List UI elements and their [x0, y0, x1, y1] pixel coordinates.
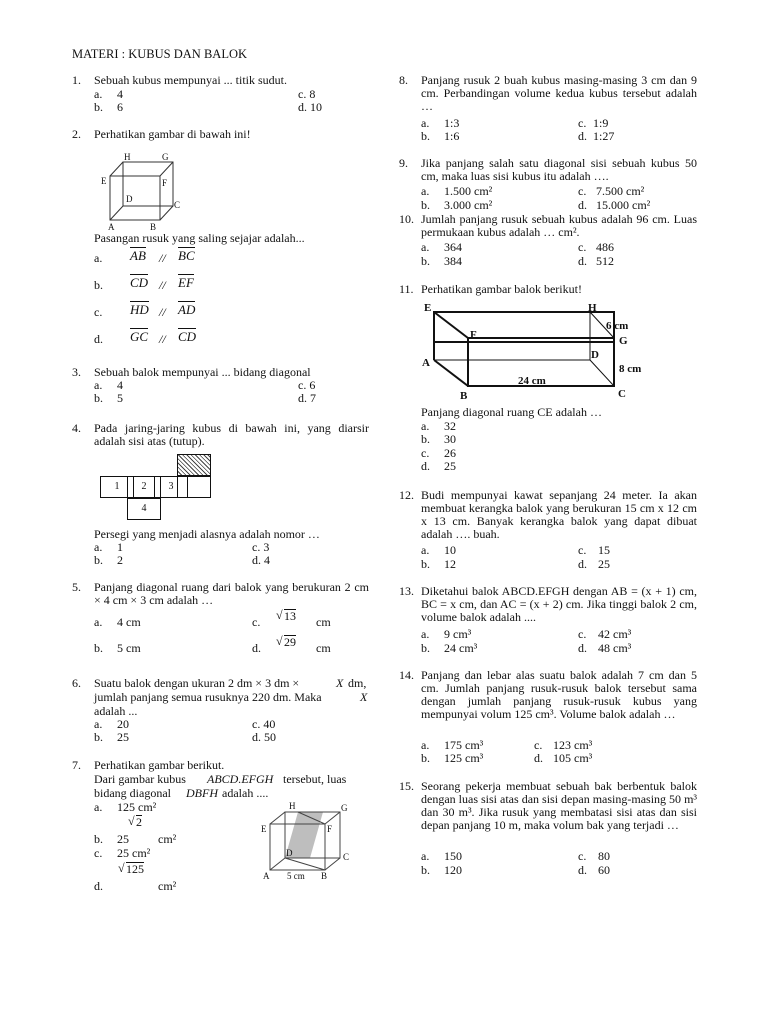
option-label: c.	[421, 446, 430, 460]
q-number: 5.	[72, 580, 81, 594]
option-label: d.	[94, 332, 103, 346]
unit: dm,	[348, 676, 367, 690]
option-b: 12	[444, 557, 456, 571]
option-d: d. 7	[298, 391, 316, 405]
plane-name: DBFH	[186, 786, 218, 800]
q-number: 8.	[399, 73, 408, 87]
option-d: 48 cm³	[598, 641, 632, 655]
length-label: 24 cm	[518, 375, 546, 387]
parallel-sign: //	[159, 305, 166, 319]
label-e: E	[424, 302, 432, 314]
option-c-unit: cm	[316, 615, 331, 629]
label-c: C	[343, 852, 350, 862]
height-label: 8 cm	[619, 363, 642, 375]
segment-2: BC	[178, 248, 195, 263]
option-c: 42 cm³	[598, 627, 632, 641]
q-text-line3: bidang diagonal	[94, 786, 171, 800]
q-text: Sebuah kubus mempunyai ... titik sudut.	[94, 73, 287, 87]
q-prompt: Pasangan rusuk yang saling sejajar adalah...	[94, 231, 305, 245]
q-text: Jika panjang salah satu diagonal sisi sebuah kubus 50 cm, maka luas sisi kubus itu adalah ….	[421, 156, 697, 183]
option-a: 1.500 cm²	[444, 184, 493, 198]
net-square-top	[177, 454, 211, 476]
option-d: d. 50	[252, 730, 276, 744]
option-label: b.	[421, 432, 430, 446]
cuboid-figure	[420, 300, 650, 402]
option-c: 486	[596, 240, 614, 254]
option-label: c.	[578, 627, 587, 641]
option-b: 384	[444, 254, 462, 268]
q-number: 6.	[72, 676, 81, 690]
q-number: 14.	[399, 668, 414, 682]
option-label: b.	[421, 641, 430, 655]
segment-1: AB	[130, 248, 146, 263]
option-d-value: 29	[284, 635, 296, 649]
option-c: 1:9	[593, 116, 609, 130]
sqrt-sign: √	[276, 634, 283, 648]
option-label: d.	[252, 641, 261, 655]
label-h: H	[588, 302, 597, 314]
option-c: c. 3	[252, 540, 270, 554]
option-label: b.	[421, 254, 430, 268]
parallel-sign: //	[159, 278, 166, 292]
option-label: a.	[421, 184, 430, 198]
q-text-line1: Suatu balok dengan ukuran 2 dm × 3 dm ×	[94, 676, 300, 690]
q-text: Panjang diagonal ruang dari balok yang berukuran 2 cm × 4 cm × 3 cm adalah …	[94, 580, 369, 607]
q-text-line2: Dari gambar kubus	[94, 772, 186, 786]
option-a: 175 cm³	[444, 738, 484, 752]
net-square-4: 4	[127, 498, 161, 520]
option-label: a.	[421, 738, 430, 752]
q-number: 7.	[72, 758, 81, 772]
net-square-2: 2	[127, 476, 161, 498]
net-square-3: 3	[154, 476, 188, 498]
option-b: 5	[117, 391, 123, 405]
cube-diagonal-figure	[255, 800, 360, 882]
option-a: 364	[444, 240, 462, 254]
option-c: c. 6	[298, 378, 316, 392]
option-label: c.	[578, 116, 587, 130]
option-b: 1:6	[444, 129, 460, 143]
q-text: Jumlah panjang rusuk sebuah kubus adalah 96 cm. Luas permukaan kubus adalah … cm².	[421, 212, 697, 239]
option-label: c.	[534, 738, 543, 752]
option-a: 4	[117, 378, 123, 392]
option-d: 512	[596, 254, 614, 268]
q-number: 12.	[399, 488, 414, 502]
option-b: 6	[117, 100, 123, 114]
option-c: c. 8	[298, 87, 316, 101]
q-prompt: Panjang diagonal ruang CE adalah …	[421, 405, 602, 419]
option-label: c.	[578, 240, 587, 254]
option-label: d.	[421, 459, 430, 473]
segment-1: GC	[130, 329, 149, 344]
option-d: 25	[444, 459, 456, 473]
q-text: Perhatikan gambar berikut.	[94, 758, 225, 772]
option-b: 5 cm	[117, 641, 141, 655]
label-f: F	[327, 824, 333, 834]
label-e: E	[101, 176, 107, 186]
net-square-5	[177, 476, 211, 498]
variable-x: X	[336, 676, 344, 690]
q-text: Perhatikan gambar balok berikut!	[421, 282, 582, 296]
option-b: 30	[444, 432, 456, 446]
option-c-root: 125	[126, 862, 144, 876]
option-label: b.	[94, 278, 103, 292]
option-label: a.	[94, 378, 103, 392]
option-a: 32	[444, 419, 456, 433]
segment-2: AD	[178, 302, 196, 317]
label-d: D	[126, 194, 133, 204]
q-text-line3: adalah ...	[94, 704, 138, 718]
option-c: 123 cm³	[553, 738, 593, 752]
label-a: A	[263, 871, 270, 881]
label-b: B	[150, 222, 157, 232]
label-g: G	[162, 152, 169, 162]
label-c: C	[618, 388, 626, 400]
cube-name: ABCD.EFGH	[207, 772, 274, 786]
option-label: c.	[578, 849, 587, 863]
option-label: b.	[421, 129, 430, 143]
option-b: 24 cm³	[444, 641, 478, 655]
option-label: b.	[94, 832, 103, 846]
option-label: c.	[252, 615, 261, 629]
option-label: d.	[578, 863, 587, 877]
option-label: d.	[578, 641, 587, 655]
label-b: B	[460, 390, 468, 402]
label-a: A	[422, 357, 430, 369]
cube-front-face	[110, 176, 160, 220]
q-number: 10.	[399, 212, 414, 226]
option-a: 4 cm	[117, 615, 141, 629]
label-d: D	[286, 848, 293, 858]
q-text: Seorang pekerja membuat sebuah bak berbentuk balok dengan luas sisi atas dan sisi depan masing-masing 50 m³ dan 30 m³. Jika rusuk yang membatasi sisi atas dan sisi depan panjang 10 m, maka volum bak yang terjadi …	[421, 779, 697, 832]
net-square-1: 1	[100, 476, 134, 498]
option-label: b.	[94, 391, 103, 405]
option-label: a.	[94, 251, 103, 265]
q-text-line3b: adalah ....	[222, 786, 269, 800]
option-label: d.	[578, 198, 587, 212]
q-text: Pada jaring-jaring kubus di bawah ini, yang diarsir adalah sisi atas (tutup).	[94, 421, 369, 448]
segment-1: CD	[130, 275, 149, 290]
option-label: a.	[94, 615, 103, 629]
q-number: 15.	[399, 779, 414, 793]
page-title: MATERI : KUBUS DAN BALOK	[72, 47, 248, 61]
sqrt-sign: √	[128, 814, 135, 828]
option-label: b.	[421, 557, 430, 571]
q-text: Diketahui balok ABCD.EFGH dengan AB = (x + 1) cm, BC = x cm, dan AC = (x + 2) cm. Jika tinggi balok 2 cm, volume balok adalah ....	[421, 584, 697, 624]
edge-length: 5 cm	[287, 871, 305, 881]
option-label: b.	[421, 751, 430, 765]
q-number: 3.	[72, 365, 81, 379]
option-d: d. 10	[298, 100, 322, 114]
parallel-sign: //	[159, 251, 166, 265]
option-b: 3.000 cm²	[444, 198, 493, 212]
q-text: Sebuah balok mempunyai ... bidang diagonal	[94, 365, 311, 379]
option-label: a.	[421, 849, 430, 863]
label-e: E	[261, 824, 267, 834]
option-d: 25	[598, 557, 610, 571]
option-a: 9 cm³	[444, 627, 472, 641]
option-a: 10	[444, 543, 456, 557]
option-label: a.	[94, 717, 103, 731]
option-label: c.	[94, 846, 103, 860]
option-a: 4	[117, 87, 123, 101]
label-h: H	[289, 801, 296, 811]
cube-figure	[98, 150, 186, 232]
option-d: 15.000 cm²	[596, 198, 651, 212]
label-h: H	[124, 152, 131, 162]
option-label: b.	[421, 198, 430, 212]
q-number: 9.	[399, 156, 408, 170]
variable-x: X	[360, 690, 368, 704]
option-c: c. 40	[252, 717, 276, 731]
q-number: 2.	[72, 127, 81, 141]
label-g: G	[341, 803, 348, 813]
label-b: B	[321, 871, 328, 881]
q-number: 1.	[72, 73, 81, 87]
label-f: F	[162, 178, 168, 188]
option-d: 1:27	[593, 129, 615, 143]
option-c: 80	[598, 849, 610, 863]
q-text-line2b: tersebut, luas	[283, 772, 347, 786]
q-number: 11.	[399, 282, 414, 296]
label-f: F	[470, 329, 477, 341]
option-label: a.	[421, 240, 430, 254]
option-label: b.	[94, 641, 103, 655]
option-label: a.	[421, 116, 430, 130]
option-c: 7.500 cm²	[596, 184, 645, 198]
option-b-unit: cm²	[158, 832, 177, 846]
segment-1: HD	[130, 302, 149, 317]
option-b: 120	[444, 863, 462, 877]
option-label: a.	[421, 419, 430, 433]
option-c: 26	[444, 446, 456, 460]
parallel-sign: //	[159, 332, 166, 346]
option-a-root: 2	[136, 815, 142, 829]
option-label: a.	[421, 627, 430, 641]
option-b: 2	[117, 553, 123, 567]
option-label: a.	[421, 543, 430, 557]
q-text: Perhatikan gambar di bawah ini!	[94, 127, 251, 141]
q-prompt: Persegi yang menjadi alasnya adalah nomor …	[94, 527, 320, 541]
option-label: b.	[421, 863, 430, 877]
option-d: 105 cm³	[553, 751, 593, 765]
option-label: d.	[94, 879, 103, 893]
option-a: 150	[444, 849, 462, 863]
q-text-line2: jumlah panjang semua rusuknya 220 dm. Maka	[94, 690, 322, 704]
option-c: 25 cm²	[117, 846, 151, 860]
option-label: b.	[94, 553, 103, 567]
option-c-value: 13	[284, 609, 296, 623]
option-label: a.	[94, 800, 103, 814]
sqrt-sign: √	[276, 608, 283, 622]
option-label: d.	[578, 557, 587, 571]
width-label: 6 cm	[606, 320, 629, 332]
option-label: a.	[94, 87, 103, 101]
option-d-unit: cm	[316, 641, 331, 655]
option-label: b.	[94, 730, 103, 744]
option-label: d.	[578, 254, 587, 268]
option-label: c.	[94, 305, 103, 319]
label-d: D	[591, 349, 599, 361]
option-label: d.	[534, 751, 543, 765]
label-g: G	[619, 335, 628, 347]
q-number: 4.	[72, 421, 81, 435]
option-d-unit: cm²	[158, 879, 177, 893]
q-text: Budi mempunyai kawat sepanjang 24 meter. Ia akan membuat kerangka balok yang berukuran 15 cm x 12 cm x 13 cm. Banyak kerangka balok yang dapat dibuat adalah …. buah.	[421, 488, 697, 541]
label-c: C	[174, 200, 181, 210]
option-label: c.	[578, 184, 587, 198]
option-a: 20	[117, 717, 129, 731]
segment-2: EF	[178, 275, 194, 290]
option-a: 1	[117, 540, 123, 554]
option-d: 60	[598, 863, 610, 877]
label-a: A	[108, 222, 115, 232]
option-b: 125 cm³	[444, 751, 484, 765]
q-text: Panjang dan lebar alas suatu balok adalah 7 cm dan 5 cm. Jumlah panjang rusuk-rusuk balok tersebut sama dengan jumlah panjang rusuk-rusuk kubus yang mempunyai volum 125 cm³. Volume balok adalah …	[421, 668, 697, 721]
option-c: 15	[598, 543, 610, 557]
option-b: 25	[117, 832, 129, 846]
option-label: d.	[578, 129, 587, 143]
sqrt-sign: √	[118, 861, 125, 875]
option-a: 1:3	[444, 116, 460, 130]
option-d: d. 4	[252, 553, 270, 567]
segment-2: CD	[178, 329, 197, 344]
option-label: a.	[94, 540, 103, 554]
option-label: b.	[94, 100, 103, 114]
option-b: 25	[117, 730, 129, 744]
option-a: 125 cm²	[117, 800, 157, 814]
option-label: c.	[578, 543, 587, 557]
q-text: Panjang rusuk 2 buah kubus masing-masing 3 cm dan 9 cm. Perbandingan volume kedua kubus tersebut adalah …	[421, 73, 697, 113]
q-number: 13.	[399, 584, 414, 598]
